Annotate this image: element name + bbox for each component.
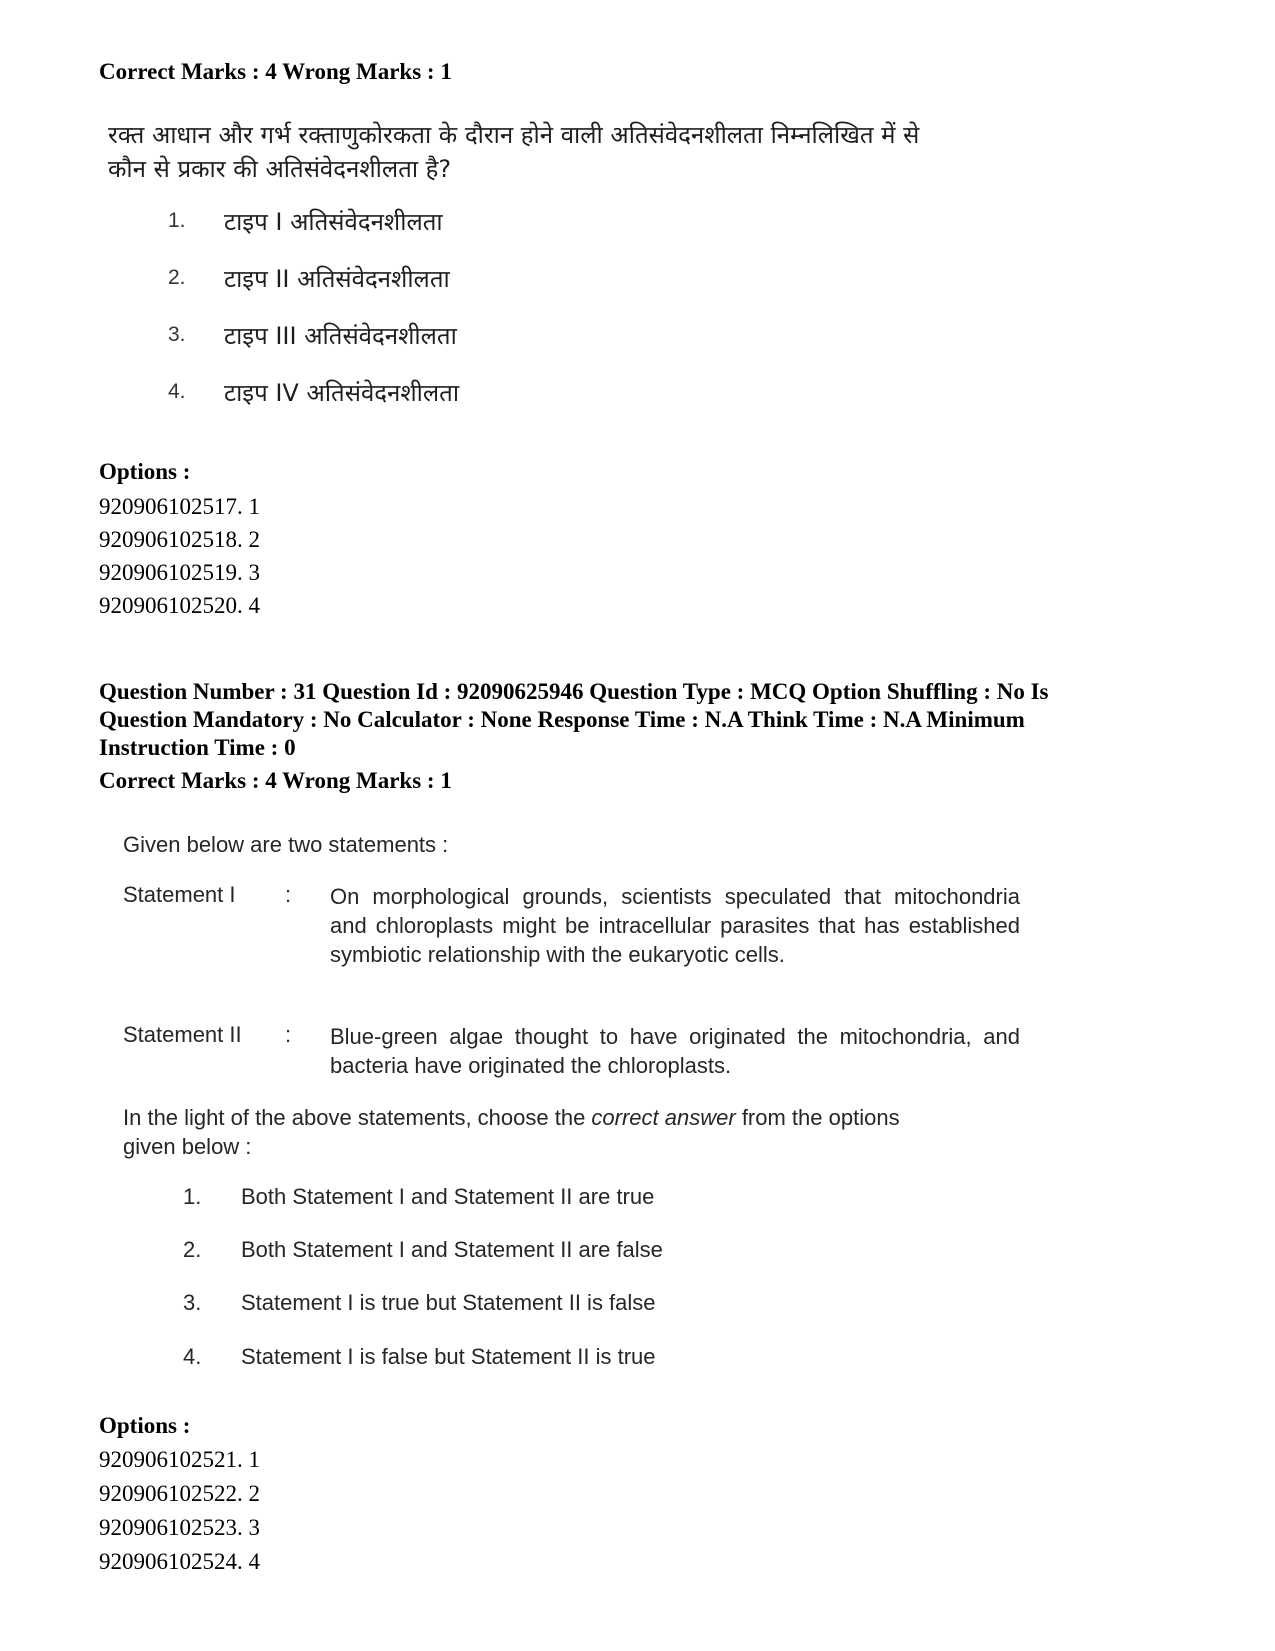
q31-option-2: 920906102522. 2	[99, 1481, 260, 1506]
q31-option-3: 920906102523. 3	[99, 1515, 260, 1540]
statement-1-label: Statement I	[123, 882, 236, 907]
q30-choice-2-text: टाइप II अतिसंवेदनशीलता	[224, 265, 450, 293]
q30-option-2: 920906102518. 2	[99, 527, 260, 552]
q30-marks: Correct Marks : 4 Wrong Marks : 1	[99, 59, 452, 84]
q30-question-line-2: कौन से प्रकार की अतिसंवेदनशीलता है?	[108, 155, 452, 183]
q30-question-line-1: रक्त आधान और गर्भ रक्ताणुकोरकता के दौरान होने वाली अतिसंवेदनशीलता निम्नलिखित में से	[108, 121, 920, 149]
statement-2-colon: :	[285, 1022, 292, 1047]
statement-1-colon: :	[285, 882, 292, 907]
q30-choice-4-number: 4.	[168, 380, 186, 403]
q30-choice-1-number: 1.	[168, 209, 186, 232]
q31-choice-1-number: 1.	[183, 1184, 202, 1209]
q31-instruction-line-2: given below :	[123, 1134, 252, 1159]
q30-choice-3-text: टाइप III अतिसंवेदनशीलता	[224, 322, 457, 350]
instruction-emphasis: correct answer	[591, 1105, 736, 1130]
instruction-prefix: In the light of the above statements, choose the	[123, 1105, 592, 1130]
q30-choice-4-text: टाइप IV अतिसंवेदनशीलता	[224, 379, 460, 407]
q30-option-3: 920906102519. 3	[99, 560, 260, 585]
q31-intro: Given below are two statements :	[123, 832, 449, 857]
q30-choice-3-number: 3.	[168, 323, 186, 346]
q31-choice-1-text: Both Statement I and Statement II are true	[241, 1184, 655, 1209]
q31-options-label: Options :	[99, 1413, 191, 1438]
q31-choice-2-number: 2.	[183, 1237, 202, 1262]
q30-options-label: Options :	[99, 459, 191, 484]
q30-question-text	[108, 118, 1008, 186]
q31-instruction-line-1	[123, 1105, 900, 1131]
q30-choice-1-text: टाइप I अतिसंवेदनशीलता	[224, 208, 443, 236]
statement-1-text: On morphological grounds, scientists speculated that mitochondria and chloroplasts might be intracellular parasites that has established symbiotic relationship with the eukaryotic cells.	[330, 884, 1020, 967]
q31-header-line-1: Question Number : 31 Question Id : 92090625946 Question Type : MCQ Option Shuffling : No Is	[99, 679, 1049, 704]
instruction-suffix: from the options	[735, 1105, 900, 1130]
q31-choice-2-text: Both Statement I and Statement II are false	[241, 1237, 663, 1262]
q31-choice-4-number: 4.	[183, 1344, 202, 1369]
statement-2-text: Blue-green algae thought to have originated the mitochondria, and bacteria have originated the chloroplasts.	[330, 1024, 1020, 1078]
q31-header-line-3: Instruction Time : 0	[99, 735, 296, 760]
q30-choice-2-number: 2.	[168, 266, 186, 289]
q31-option-1: 920906102521. 1	[99, 1447, 260, 1472]
statement-2-label: Statement II	[123, 1022, 242, 1047]
q30-option-1: 920906102517. 1	[99, 494, 260, 519]
q31-choice-3-text: Statement I is true but Statement II is false	[241, 1290, 656, 1315]
q31-choice-3-number: 3.	[183, 1290, 202, 1315]
q31-option-4: 920906102524. 4	[99, 1549, 260, 1574]
q31-header-line-2: Question Mandatory : No Calculator : None Response Time : N.A Think Time : N.A Minimum	[99, 707, 1025, 732]
q30-option-4: 920906102520. 4	[99, 593, 260, 618]
q31-choice-4-text: Statement I is false but Statement II is true	[241, 1344, 656, 1369]
q31-marks: Correct Marks : 4 Wrong Marks : 1	[99, 768, 452, 793]
